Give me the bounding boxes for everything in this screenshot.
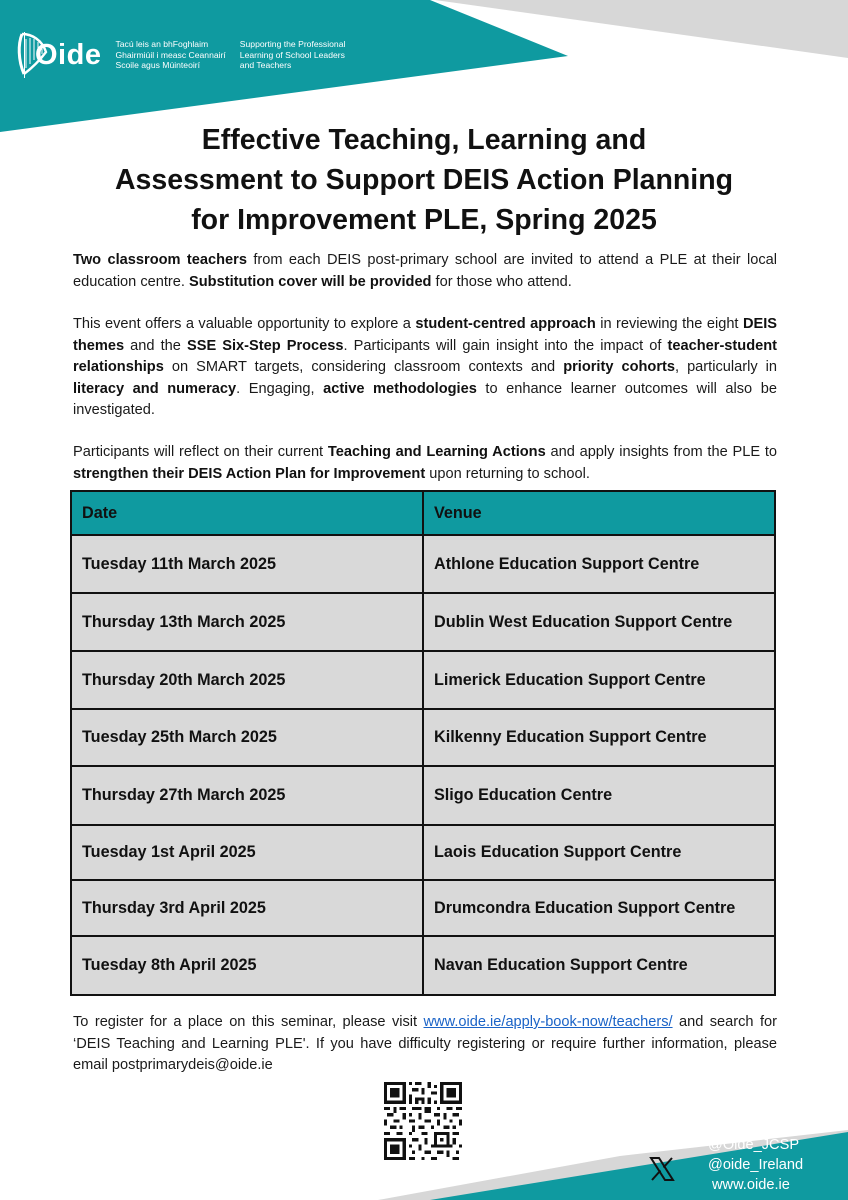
- venue-cell: Limerick Education Support Centre: [423, 651, 775, 709]
- venue-cell: Sligo Education Centre: [423, 766, 775, 825]
- schedule-table: [70, 490, 776, 996]
- x-logo-icon[interactable]: [649, 1156, 675, 1182]
- table-row: [71, 709, 775, 766]
- title-line: Effective Teaching, Learning and: [201, 124, 647, 156]
- handle-oide-ireland[interactable]: @oide_Ireland: [708, 1157, 804, 1173]
- date-cell: Tuesday 25th March 2025: [71, 709, 423, 766]
- website-url[interactable]: www.oide.ie: [712, 1177, 790, 1193]
- handle-jcsp[interactable]: @Oide_JCSP: [708, 1137, 800, 1153]
- title-line: for Improvement PLE, Spring 2025: [191, 204, 657, 236]
- reflect-paragraph: Participants will reflect on their current Teaching and Learning Actions and apply insights from the PLE to strengthen their DEIS Action Plan for Improvement upon returning to school.: [73, 444, 777, 482]
- tagline-english-line: and Teachers: [239, 60, 292, 71]
- table-row: [71, 766, 775, 825]
- venue-column-header: Venue: [423, 491, 775, 535]
- table-row: [71, 936, 775, 995]
- registration-paragraph: To register for a place on this seminar, please visit www.oide.ie/apply-book-now/teachers/ and search for ‘DEIS Teaching and Learning PLE'. If you have difficulty registering or require further information, please email postprimarydeis@oide.ie: [73, 1014, 777, 1074]
- harp-icon: [14, 30, 50, 78]
- date-column-header: Date: [71, 491, 423, 535]
- tagline-irish: [115, 39, 225, 71]
- title-line: Assessment to Support DEIS Action Planning: [114, 164, 734, 196]
- intro-paragraph: Two classroom teachers from each DEIS post-primary school are invited to attend a PLE at their local education centre. Substitution cover will be provided for those who attend.: [73, 252, 777, 290]
- date-cell: Tuesday 1st April 2025: [71, 825, 423, 880]
- tagline-english: [240, 39, 346, 71]
- register-link[interactable]: www.oide.ie/apply-book-now/teachers/: [423, 1014, 673, 1030]
- date-cell: Thursday 13th March 2025: [71, 593, 423, 651]
- venue-cell: Navan Education Support Centre: [423, 936, 775, 995]
- table-header-row: [71, 491, 775, 535]
- venue-cell: Laois Education Support Centre: [423, 825, 775, 880]
- oide-logo[interactable]: [14, 30, 359, 80]
- tagline-irish-line: Scoile agus Múinteoirí: [115, 60, 201, 71]
- date-cell: Thursday 27th March 2025: [71, 766, 423, 825]
- tagline-english-line: Supporting the Professional: [239, 39, 346, 50]
- venue-cell: Dublin West Education Support Centre: [423, 593, 775, 651]
- tagline-irish-line: Tacú leis an bhFoghlaim: [115, 39, 209, 50]
- table-row: [71, 535, 775, 593]
- header-banner: [0, 0, 848, 135]
- tagline-english-line: Learning of School Leaders: [239, 49, 345, 60]
- date-cell: Tuesday 11th March 2025: [71, 535, 423, 593]
- table-row: [71, 651, 775, 709]
- page-title: [0, 120, 848, 240]
- table-row: [71, 825, 775, 880]
- tagline-irish-line: Ghairmiúil i measc Ceannairí: [115, 49, 226, 60]
- venue-cell: Kilkenny Education Support Centre: [423, 709, 775, 766]
- table-row: [71, 880, 775, 936]
- date-cell: Tuesday 8th April 2025: [71, 936, 423, 995]
- logo-wordmark: Oide: [35, 38, 102, 71]
- social-handles: [708, 1135, 803, 1195]
- date-cell: Thursday 20th March 2025: [71, 651, 423, 709]
- event-paragraph: This event offers a valuable opportunity to explore a student-centred approach in reviewing the eight DEIS themes and the SSE Six-Step Process. Participants will gain insight into the impact of teacher-student relationships on SMART targets, considering classroom contexts and priority cohorts, particularly in literacy and numeracy. Engaging, active methodologies to enhance learner outcomes will also be investigated.: [73, 316, 778, 419]
- date-cell: Thursday 3rd April 2025: [71, 880, 423, 936]
- table-row: [71, 593, 775, 651]
- venue-cell: Athlone Education Support Centre: [423, 535, 775, 593]
- venue-cell: Drumcondra Education Support Centre: [423, 880, 775, 936]
